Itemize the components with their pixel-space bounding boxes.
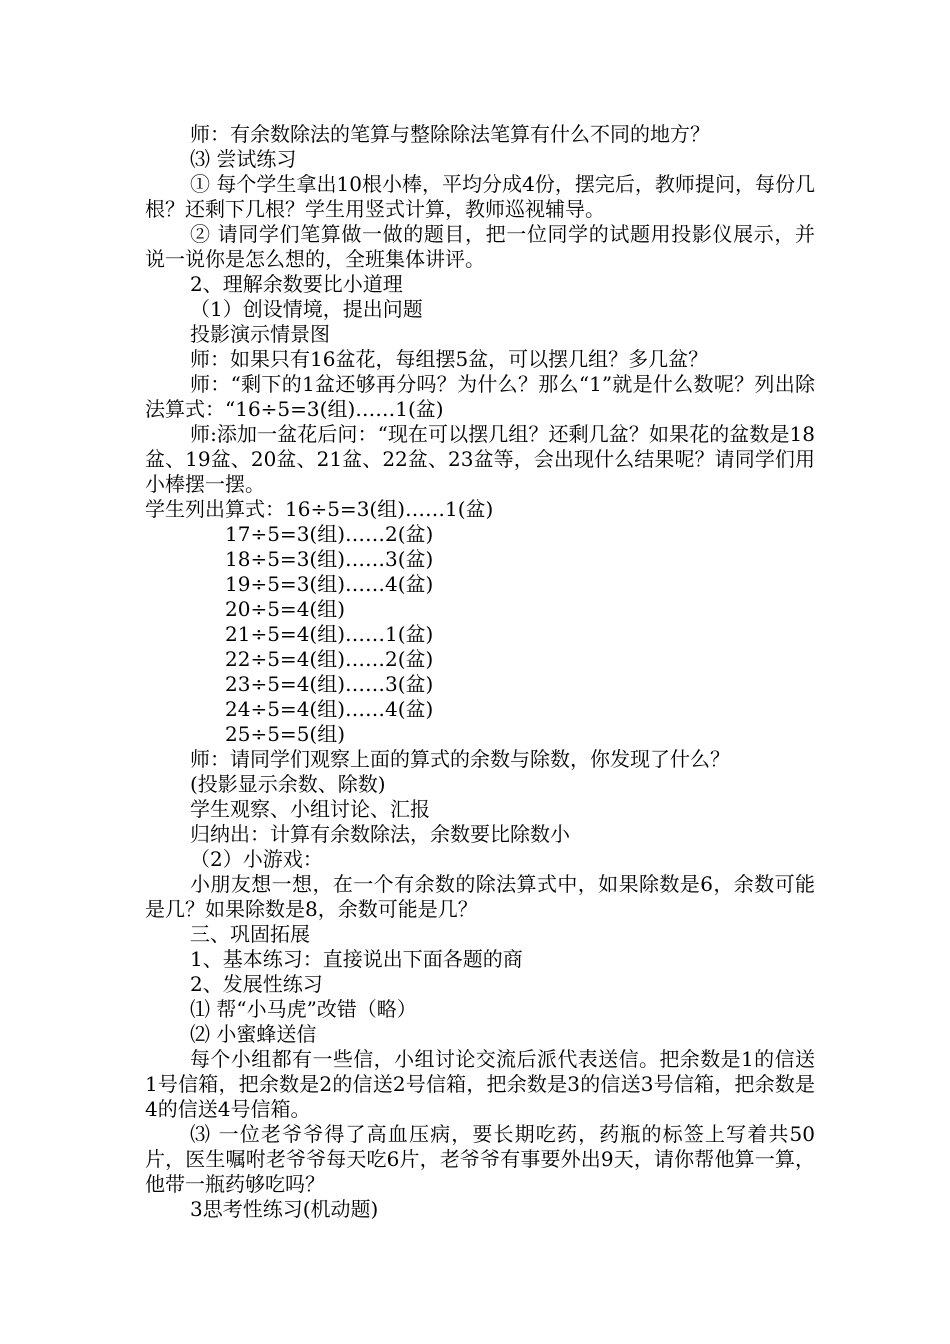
paragraph: 学生观察、小组讨论、汇报: [190, 797, 430, 821]
paragraph: ⑴ 帮“小马虎”改错（略）: [190, 997, 417, 1021]
paragraph: (投影显示余数、除数): [190, 772, 386, 796]
paragraph: 师：“剩下的1盆还够再分吗？为什么？那么“1”就是什么数呢？列出除法算式：“16÷5=3(组)……1(盆): [145, 372, 815, 421]
paragraph: ① 每个学生拿出10根小棒，平均分成4份，摆完后，教师提问，每份几根？还剩下几根？学生用竖式计算，教师巡视辅导。: [145, 172, 815, 221]
paragraph: ⑵ 小蜜蜂送信: [190, 1022, 317, 1046]
paragraph: ⑶ 一位老爷爷得了高血压病，要长期吃药，药瓶的标签上写着共50片，医生嘱咐老爷爷每天吃6片，老爷爷有事要外出9天，请你帮他算一算，他带一瓶药够吃吗？: [145, 1122, 815, 1196]
paragraph: 1、基本练习：直接说出下面各题的商: [190, 947, 523, 971]
paragraph: 师:添加一盆花后问：“现在可以摆几组？还剩几盆？如果花的盆数是18盆、19盆、20盆、21盆、22盆、23盆等，会出现什么结果呢？请同学们用小棒摆一摆。: [145, 422, 815, 496]
equation-line: 20÷5=4(组): [225, 597, 346, 621]
equation-line: 18÷5=3(组)……3(盆): [225, 547, 434, 571]
document-body: [145, 122, 815, 1222]
subsection-heading: （2）小游戏：: [190, 847, 323, 871]
paragraph: 归纳出：计算有余数除法，余数要比除数小: [190, 822, 570, 846]
paragraph: 小朋友想一想，在一个有余数的除法算式中，如果除数是6，余数可能是几？如果除数是8，余数可能是几？: [145, 872, 815, 921]
paragraph: ⑶ 尝试练习: [190, 147, 297, 171]
equation-line: 23÷5=4(组)……3(盆): [225, 672, 434, 696]
equation-line: 24÷5=4(组)……4(盆): [225, 697, 434, 721]
paragraph: 2、发展性练习: [190, 972, 323, 996]
paragraph: 师：请同学们观察上面的算式的余数与除数，你发现了什么？: [190, 747, 730, 771]
paragraph: 学生列出算式：16÷5=3(组)……1(盆): [145, 497, 494, 521]
equation-line: 25÷5=5(组): [225, 722, 346, 746]
paragraph: 师：有余数除法的笔算与整除除法笔算有什么不同的地方？: [190, 122, 710, 146]
subsection-heading: （1）创设情境，提出问题: [190, 297, 423, 321]
equation-line: 19÷5=3(组)……4(盆): [225, 572, 434, 596]
paragraph: 每个小组都有一些信，小组讨论交流后派代表送信。把余数是1的信送1号信箱，把余数是2的信送2号信箱，把余数是3的信送3号信箱，把余数是4的信送4号信箱。: [145, 1047, 815, 1121]
section-heading: 2、理解余数要比小道理: [190, 272, 403, 296]
equation-line: 21÷5=4(组)……1(盆): [225, 622, 434, 646]
paragraph: 师：如果只有16盆花，每组摆5盆，可以摆几组？多几盆？: [190, 347, 709, 371]
equation-line: 17÷5=3(组)……2(盆): [225, 522, 434, 546]
paragraph: ② 请同学们笔算做一做的题目，把一位同学的试题用投影仪展示，并说一说你是怎么想的，全班集体讲评。: [145, 222, 815, 271]
paragraph: 投影演示情景图: [190, 322, 330, 346]
section-heading: 三、巩固拓展: [190, 922, 310, 946]
equation-line: 22÷5=4(组)……2(盆): [225, 647, 434, 671]
paragraph: 3思考性练习(机动题): [190, 1197, 379, 1221]
